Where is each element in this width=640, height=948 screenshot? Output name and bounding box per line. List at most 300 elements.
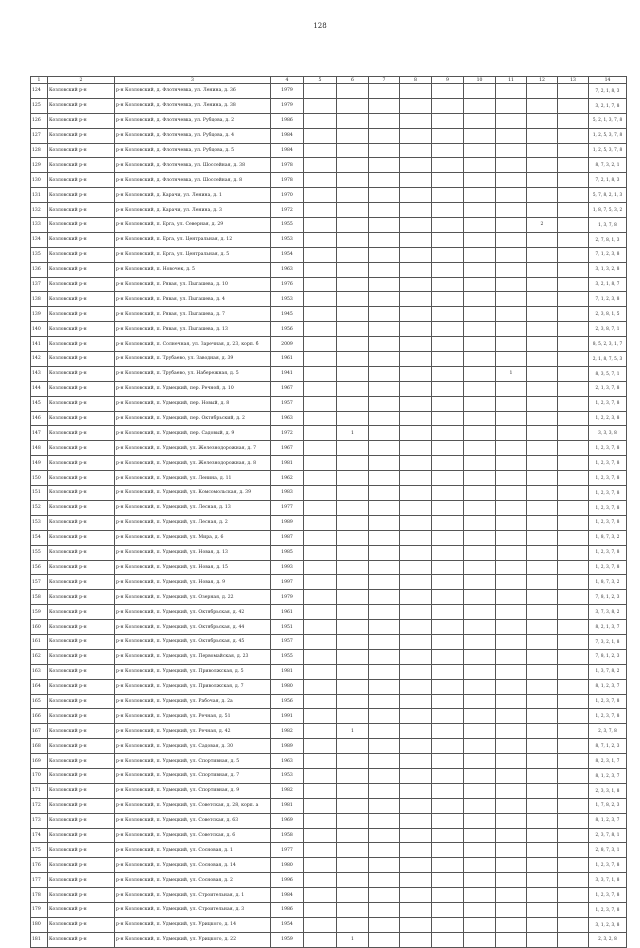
value-cell <box>464 158 496 173</box>
value-cell <box>304 396 337 411</box>
district-cell: Козловский р-н <box>48 590 115 605</box>
value-cell <box>304 888 337 903</box>
value-cell <box>337 754 369 769</box>
value-cell <box>464 694 496 709</box>
value-cell <box>464 307 496 322</box>
value-cell <box>432 798 464 813</box>
priority-code-cell: 8, 1, 2, 3, 7 <box>589 768 627 783</box>
value-cell <box>527 486 558 501</box>
district-cell: Козловский р-н <box>48 873 115 888</box>
value-cell <box>432 441 464 456</box>
value-cell <box>304 441 337 456</box>
value-cell <box>527 649 558 664</box>
value-cell <box>337 515 369 530</box>
value-cell <box>400 813 432 828</box>
priority-code-cell: 1, 2, 3, 7, 8 <box>589 456 627 471</box>
value-cell <box>527 530 558 545</box>
value-cell <box>558 456 589 471</box>
row-number: 148 <box>31 441 48 456</box>
value-cell <box>400 605 432 620</box>
value-cell <box>527 634 558 649</box>
year-cell: 1978 <box>271 158 304 173</box>
value-cell <box>400 247 432 262</box>
priority-code-cell: 1, 2, 3, 7, 8 <box>589 486 627 501</box>
value-cell <box>464 352 496 367</box>
value-cell <box>464 113 496 128</box>
year-cell: 1986 <box>271 113 304 128</box>
value-cell <box>527 262 558 277</box>
value-cell <box>369 515 400 530</box>
year-cell: 1980 <box>271 679 304 694</box>
value-cell <box>337 277 369 292</box>
value-cell <box>558 307 589 322</box>
value-cell <box>369 664 400 679</box>
value-cell <box>464 649 496 664</box>
year-cell: 1981 <box>271 798 304 813</box>
row-number: 143 <box>31 366 48 381</box>
value-cell <box>558 143 589 158</box>
value-cell <box>464 813 496 828</box>
district-cell: Козловский р-н <box>48 679 115 694</box>
table-row <box>31 679 627 694</box>
value-cell <box>304 337 337 352</box>
year-cell: 1958 <box>271 828 304 843</box>
value-cell <box>496 813 527 828</box>
value-cell <box>464 873 496 888</box>
value-cell <box>400 754 432 769</box>
value-cell <box>304 590 337 605</box>
value-cell <box>527 739 558 754</box>
value-cell <box>337 247 369 262</box>
row-number: 141 <box>31 337 48 352</box>
address-cell: р-н Козловский, п. Удмецкий, ул. Железнодорожная, д. 7 <box>115 441 271 456</box>
value-cell: 1 <box>337 932 369 947</box>
priority-code-cell: 2, 3, 7, 8, 1 <box>589 828 627 843</box>
row-number: 127 <box>31 128 48 143</box>
address-cell: р-н Козловский, п. Удмецкий, ул. Первомайская, д. 23 <box>115 649 271 664</box>
row-number: 158 <box>31 590 48 605</box>
year-cell: 1982 <box>271 783 304 798</box>
address-cell: р-н Козловский, п. Удмецкий, пер. Октябрьский, д. 2 <box>115 411 271 426</box>
value-cell <box>337 620 369 635</box>
row-number: 138 <box>31 292 48 307</box>
address-cell: р-н Козловский, д. Флотнчевка, ул. Рубцова, д. 4 <box>115 128 271 143</box>
year-cell: 1986 <box>271 902 304 917</box>
address-cell: р-н Козловский, п. Удмецкий, ул. Сосновая, д. 2 <box>115 873 271 888</box>
table-row <box>31 664 627 679</box>
value-cell <box>337 322 369 337</box>
value-cell <box>527 768 558 783</box>
district-cell: Козловский р-н <box>48 471 115 486</box>
column-header: 3 <box>115 77 271 84</box>
value-cell <box>400 352 432 367</box>
value-cell <box>527 575 558 590</box>
value-cell <box>558 337 589 352</box>
value-cell <box>400 575 432 590</box>
value-cell <box>558 664 589 679</box>
row-number: 134 <box>31 232 48 247</box>
address-cell: р-н Козловский, п. Удмецкий, ул. Сосновая, д. 14 <box>115 858 271 873</box>
priority-code-cell: 3, 3, 3, 8 <box>589 426 627 441</box>
row-number: 135 <box>31 247 48 262</box>
table-row <box>31 247 627 262</box>
value-cell <box>558 277 589 292</box>
value-cell <box>432 426 464 441</box>
column-header: 7 <box>369 77 400 84</box>
value-cell <box>304 486 337 501</box>
year-cell: 1963 <box>271 754 304 769</box>
value-cell <box>496 426 527 441</box>
value-cell <box>432 545 464 560</box>
row-number: 136 <box>31 262 48 277</box>
table-row <box>31 709 627 724</box>
value-cell <box>369 634 400 649</box>
value-cell <box>527 352 558 367</box>
column-header: 9 <box>432 77 464 84</box>
district-cell: Козловский р-н <box>48 113 115 128</box>
value-cell <box>432 471 464 486</box>
value-cell <box>369 873 400 888</box>
value-cell <box>337 679 369 694</box>
row-number: 160 <box>31 620 48 635</box>
row-number: 178 <box>31 888 48 903</box>
priority-code-cell: 5, 7, 8, 2, 1, 3 <box>589 188 627 203</box>
address-cell: р-н Козловский, п. Удмецкий, пер. Садовый, д. 9 <box>115 426 271 441</box>
value-cell <box>400 709 432 724</box>
year-cell: 1977 <box>271 843 304 858</box>
table-row <box>31 426 627 441</box>
district-cell: Козловский р-н <box>48 828 115 843</box>
row-number: 156 <box>31 560 48 575</box>
district-cell: Козловский р-н <box>48 605 115 620</box>
value-cell <box>496 292 527 307</box>
row-number: 174 <box>31 828 48 843</box>
priority-code-cell: 1, 8, 7, 3, 2 <box>589 575 627 590</box>
value-cell <box>527 188 558 203</box>
value-cell <box>337 366 369 381</box>
row-number: 171 <box>31 783 48 798</box>
value-cell <box>369 709 400 724</box>
value-cell <box>337 888 369 903</box>
district-cell: Козловский р-н <box>48 768 115 783</box>
value-cell <box>464 128 496 143</box>
value-cell <box>464 337 496 352</box>
value-cell <box>558 292 589 307</box>
priority-code-cell: 1, 2, 3, 7, 8 <box>589 471 627 486</box>
value-cell <box>304 158 337 173</box>
value-cell <box>558 605 589 620</box>
value-cell <box>337 352 369 367</box>
value-cell <box>337 590 369 605</box>
value-cell <box>496 352 527 367</box>
value-cell <box>558 917 589 932</box>
district-cell: Козловский р-н <box>48 560 115 575</box>
value-cell <box>369 754 400 769</box>
value-cell <box>527 858 558 873</box>
value-cell <box>304 828 337 843</box>
value-cell <box>304 381 337 396</box>
row-number: 175 <box>31 843 48 858</box>
value-cell <box>464 739 496 754</box>
table-row <box>31 307 627 322</box>
table-row <box>31 545 627 560</box>
value-cell <box>400 158 432 173</box>
registry-table <box>30 76 627 948</box>
district-cell: Козловский р-н <box>48 128 115 143</box>
value-cell <box>496 590 527 605</box>
value-cell <box>400 337 432 352</box>
value-cell <box>432 888 464 903</box>
district-cell: Козловский р-н <box>48 500 115 515</box>
value-cell <box>369 337 400 352</box>
year-cell: 1956 <box>271 694 304 709</box>
value-cell <box>558 798 589 813</box>
value-cell <box>304 322 337 337</box>
value-cell <box>304 366 337 381</box>
district-cell: Козловский р-н <box>48 366 115 381</box>
value-cell <box>496 843 527 858</box>
address-cell: р-н Козловский, д. Флотнчевка, ул. Шоссейная, д. 38 <box>115 158 271 173</box>
value-cell <box>496 486 527 501</box>
district-cell: Козловский р-н <box>48 247 115 262</box>
value-cell <box>496 664 527 679</box>
value-cell <box>496 932 527 947</box>
priority-code-cell: 1, 2, 3, 7, 8 <box>589 902 627 917</box>
table-row <box>31 128 627 143</box>
table-row <box>31 754 627 769</box>
value-cell <box>337 858 369 873</box>
table-row <box>31 188 627 203</box>
value-cell <box>337 337 369 352</box>
value-cell <box>337 530 369 545</box>
value-cell <box>464 530 496 545</box>
value-cell <box>304 307 337 322</box>
value-cell <box>400 634 432 649</box>
value-cell <box>464 783 496 798</box>
priority-code-cell: 1, 2, 3, 7, 8 <box>589 709 627 724</box>
value-cell <box>527 411 558 426</box>
address-cell: р-н Козловский, п. Удмецкий, ул. Новая, д. 15 <box>115 560 271 575</box>
value-cell <box>432 352 464 367</box>
value-cell <box>464 98 496 113</box>
priority-code-cell: 3, 2, 1, 7, 8 <box>589 98 627 113</box>
value-cell <box>527 828 558 843</box>
value-cell <box>400 590 432 605</box>
value-cell <box>496 322 527 337</box>
value-cell <box>369 813 400 828</box>
district-cell: Козловский р-н <box>48 396 115 411</box>
year-cell: 1981 <box>271 664 304 679</box>
table-row <box>31 322 627 337</box>
address-cell: р-н Козловский, п. Удмецкий, ул. Урицкого, д. 22 <box>115 932 271 947</box>
year-cell: 1976 <box>271 277 304 292</box>
district-cell: Козловский р-н <box>48 143 115 158</box>
row-number: 151 <box>31 486 48 501</box>
table-row <box>31 292 627 307</box>
address-cell: р-н Козловский, п. Удмецкий, ул. Советская, д. 6 <box>115 828 271 843</box>
district-cell: Козловский р-н <box>48 843 115 858</box>
value-cell <box>304 456 337 471</box>
value-cell <box>558 724 589 739</box>
value-cell <box>369 932 400 947</box>
row-number: 166 <box>31 709 48 724</box>
value-cell <box>369 783 400 798</box>
value-cell <box>432 694 464 709</box>
year-cell: 1953 <box>271 232 304 247</box>
row-number: 163 <box>31 664 48 679</box>
value-cell <box>369 158 400 173</box>
table-row <box>31 500 627 515</box>
year-cell: 1963 <box>271 262 304 277</box>
value-cell <box>527 590 558 605</box>
value-cell <box>527 709 558 724</box>
table-row <box>31 203 627 218</box>
value-cell <box>400 798 432 813</box>
value-cell <box>369 471 400 486</box>
value-cell <box>304 352 337 367</box>
value-cell <box>432 560 464 575</box>
district-cell: Козловский р-н <box>48 337 115 352</box>
table-row <box>31 768 627 783</box>
value-cell <box>304 471 337 486</box>
value-cell <box>369 352 400 367</box>
row-number: 170 <box>31 768 48 783</box>
value-cell <box>496 560 527 575</box>
value-cell <box>496 754 527 769</box>
row-number: 132 <box>31 203 48 218</box>
value-cell <box>304 277 337 292</box>
value-cell <box>496 709 527 724</box>
value-cell <box>369 649 400 664</box>
value-cell <box>304 411 337 426</box>
value-cell <box>369 143 400 158</box>
priority-code-cell: 1, 2, 5, 3, 7, 8 <box>589 128 627 143</box>
value-cell <box>304 575 337 590</box>
district-cell: Козловский р-н <box>48 709 115 724</box>
value-cell <box>527 560 558 575</box>
district-cell: Козловский р-н <box>48 173 115 188</box>
value-cell <box>304 247 337 262</box>
value-cell <box>464 411 496 426</box>
priority-code-cell: 7, 2, 1, 8, 3 <box>589 84 627 99</box>
value-cell <box>496 768 527 783</box>
district-cell: Козловский р-н <box>48 754 115 769</box>
table-body <box>31 84 627 948</box>
value-cell <box>400 828 432 843</box>
value-cell <box>527 888 558 903</box>
value-cell <box>496 441 527 456</box>
value-cell: 1 <box>496 366 527 381</box>
district-cell: Козловский р-н <box>48 218 115 233</box>
value-cell <box>369 366 400 381</box>
value-cell <box>464 620 496 635</box>
value-cell <box>432 709 464 724</box>
value-cell <box>400 486 432 501</box>
value-cell <box>304 634 337 649</box>
value-cell <box>400 322 432 337</box>
value-cell <box>400 679 432 694</box>
value-cell <box>527 203 558 218</box>
value-cell <box>558 783 589 798</box>
address-cell: р-н Козловский, п. Удмецкий, ул. Озерная, д. 22 <box>115 590 271 605</box>
table-row <box>31 441 627 456</box>
value-cell <box>464 456 496 471</box>
table-row <box>31 739 627 754</box>
value-cell <box>432 262 464 277</box>
value-cell <box>369 798 400 813</box>
district-cell: Козловский р-н <box>48 545 115 560</box>
value-cell <box>527 98 558 113</box>
value-cell <box>369 128 400 143</box>
row-number: 181 <box>31 932 48 947</box>
column-header: 12 <box>527 77 558 84</box>
value-cell <box>496 128 527 143</box>
value-cell <box>304 128 337 143</box>
table-row <box>31 218 627 233</box>
address-cell: р-н Козловский, п. Удмецкий, ул. Рабочая, д. 2а <box>115 694 271 709</box>
value-cell <box>337 783 369 798</box>
value-cell <box>432 143 464 158</box>
value-cell <box>432 679 464 694</box>
value-cell <box>496 471 527 486</box>
priority-code-cell: 1, 3, 7, 8 <box>589 218 627 233</box>
value-cell <box>337 798 369 813</box>
year-cell: 1979 <box>271 84 304 99</box>
address-cell: р-н Козловский, п. Удмецкий, ул. Новая, д. 13 <box>115 545 271 560</box>
value-cell <box>496 828 527 843</box>
value-cell <box>400 292 432 307</box>
address-cell: р-н Козловский, д. Карачи, ул. Ленина, д. 1 <box>115 188 271 203</box>
row-number: 154 <box>31 530 48 545</box>
value-cell <box>400 113 432 128</box>
year-cell: 1967 <box>271 441 304 456</box>
district-cell: Козловский р-н <box>48 232 115 247</box>
priority-code-cell: 3, 7, 3, 8, 2 <box>589 605 627 620</box>
priority-code-cell: 3, 3, 7, 1, 8 <box>589 873 627 888</box>
table-row <box>31 277 627 292</box>
row-number: 180 <box>31 917 48 932</box>
value-cell: 1 <box>337 724 369 739</box>
district-cell: Козловский р-н <box>48 441 115 456</box>
table-row <box>31 605 627 620</box>
value-cell <box>527 605 558 620</box>
row-number: 133 <box>31 218 48 233</box>
value-cell <box>369 262 400 277</box>
district-cell: Козловский р-н <box>48 932 115 947</box>
priority-code-cell: 2, 1, 8, 7, 5, 3 <box>589 352 627 367</box>
value-cell <box>400 307 432 322</box>
value-cell <box>558 739 589 754</box>
value-cell <box>527 381 558 396</box>
year-cell: 1984 <box>271 888 304 903</box>
value-cell <box>527 113 558 128</box>
value-cell <box>496 530 527 545</box>
row-number: 144 <box>31 381 48 396</box>
value-cell <box>400 873 432 888</box>
value-cell <box>304 232 337 247</box>
value-cell <box>400 381 432 396</box>
value-cell <box>527 322 558 337</box>
year-cell: 1957 <box>271 396 304 411</box>
address-cell: р-н Козловский, п. Рявая, ул. Пыгашева, д. 7 <box>115 307 271 322</box>
value-cell <box>464 932 496 947</box>
row-number: 152 <box>31 500 48 515</box>
row-number: 167 <box>31 724 48 739</box>
value-cell <box>496 411 527 426</box>
value-cell <box>369 917 400 932</box>
address-cell: р-н Козловский, п. Рявая, ул. Пыгашева, д. 10 <box>115 277 271 292</box>
priority-code-cell: 7, 1, 2, 3, 8 <box>589 292 627 307</box>
